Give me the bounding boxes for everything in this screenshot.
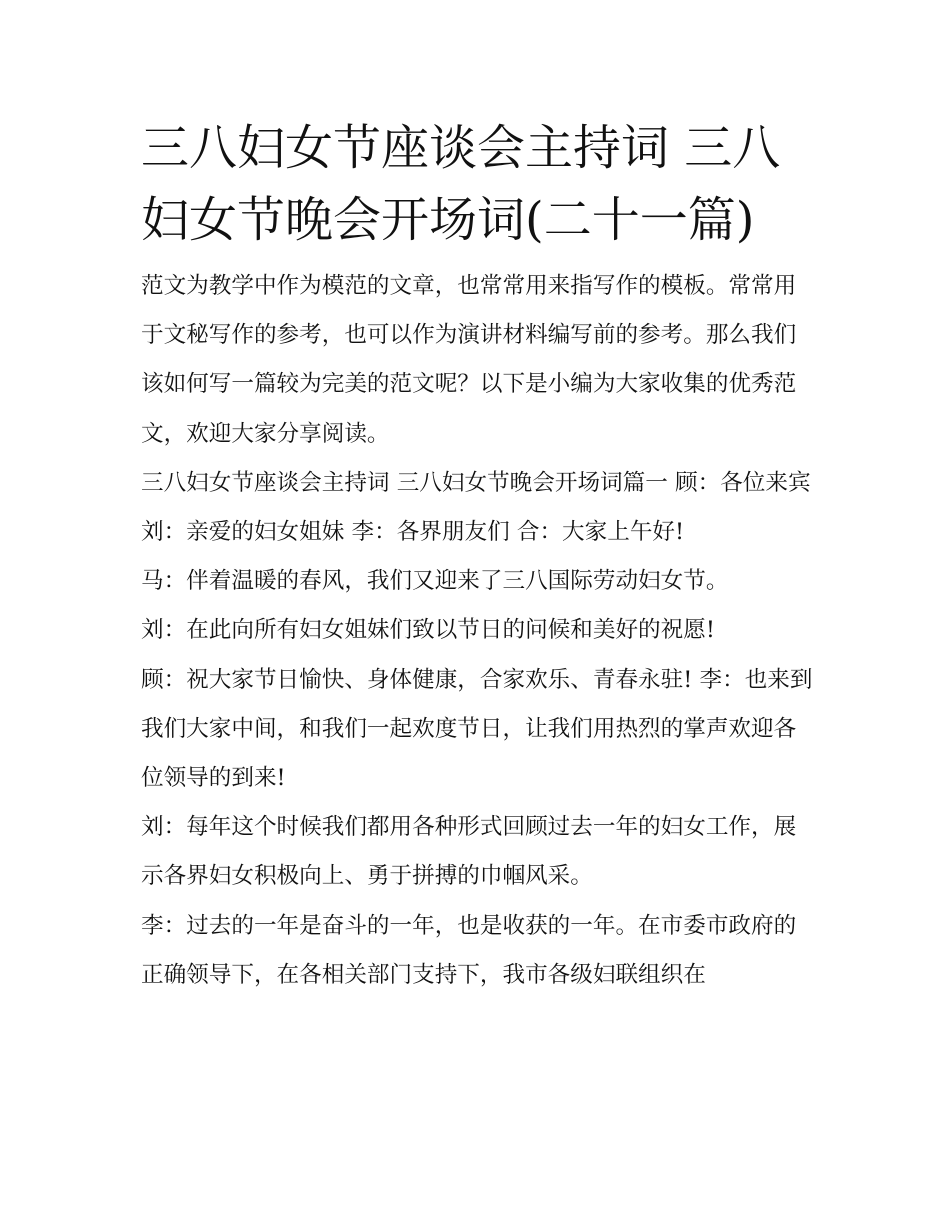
paragraph-gu: 顾：祝大家节日愉快、身体健康，合家欢乐、青春永驻! 李：也来到我们大家中间，和我们一起欢度节日，让我们用热烈的掌声欢迎各位领导的到来! bbox=[141, 666, 813, 792]
paragraph-liu-review: 刘：每年这个时候我们都用各种形式回顾过去一年的妇女工作，展示各界妇女积极向上、勇于拼搏的巾帼风采。 bbox=[141, 814, 797, 890]
paragraph-liu-greeting: 刘：在此向所有妇女姐妹们致以节日的问候和美好的祝愿! bbox=[141, 617, 715, 644]
document-title: 三八妇女节座谈会主持词 三八妇女节晚会开场词(二十一篇) bbox=[141, 120, 781, 248]
paragraph-ma: 马：伴着温暖的春风，我们又迎来了三八国际劳动妇女节。 bbox=[141, 568, 729, 595]
paragraph-li: 李：过去的一年是奋斗的一年，也是收获的一年。在市委市政府的正确领导下，在各相关部门支持下，我市各级妇联组织在 bbox=[141, 912, 797, 988]
paragraph-intro: 范文为教学中作为模范的文章，也常常用来指写作的模板。常常用于文秘写作的参考，也可以作为演讲材料编写前的参考。那么我们该如何写一篇较为完美的范文呢？以下是小编为大家收集的优秀范文，欢迎大家分享阅读。 bbox=[141, 273, 797, 447]
paragraph-list bbox=[141, 262, 813, 1000]
document-body bbox=[141, 112, 813, 1000]
paragraph-opening: 三八妇女节座谈会主持词 三八妇女节晚会开场词篇一 顾：各位来宾 刘：亲爱的妇女姐妹 李：各界朋友们 合：大家上午好! bbox=[141, 469, 811, 546]
